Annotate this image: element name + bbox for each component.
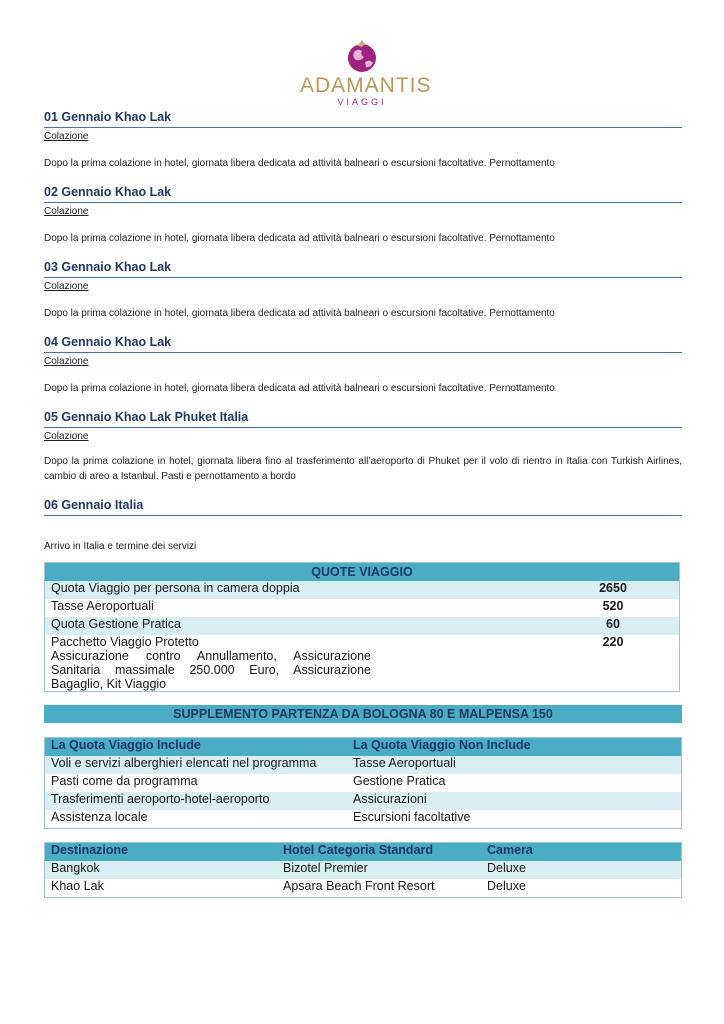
- day-desc: Arrivo in Italia e termine dei servizi: [44, 541, 197, 552]
- quote-label: Tasse Aeroportuali: [51, 599, 154, 613]
- quote-value: 2650: [547, 581, 680, 599]
- quote-table: [44, 562, 680, 692]
- day-1: [44, 108, 682, 171]
- table-row: [45, 879, 682, 898]
- table-row: [45, 617, 680, 635]
- table-row: [45, 581, 680, 599]
- include-cell: Voli e servizi alberghieri elencati nel programma: [45, 756, 348, 774]
- logo-sub: VIAGGI: [337, 97, 387, 107]
- quote-package-extra: Assicurazione contro Annullamento, Assicurazione Sanitaria massimale 250.000 Euro, Assicurazione Bagaglio, Kit Viaggio: [51, 649, 371, 691]
- include-cell: Pasti come da programma: [51, 774, 198, 788]
- day-desc: Dopo la prima colazione in hotel, giornata libera fino al trasferimento all’aeroporto di Phuket per il volo di rientro in Italia con Turkish Airlines, cambio di areo a Istanbul. Pasti e pernottamento a bordo: [44, 456, 682, 482]
- table-row: [45, 810, 682, 829]
- table-header-row: [45, 738, 682, 757]
- hotel-cell: Bizotel Premier: [277, 861, 481, 879]
- day-title: 03 Gennaio Khao Lak: [44, 258, 682, 278]
- quote-label: Quota Gestione Pratica: [45, 617, 548, 635]
- hotel-header: Hotel Categoria Standard: [277, 843, 481, 862]
- not-include-header: La Quota Viaggio Non Include: [347, 738, 682, 757]
- quote-value: 60: [547, 617, 680, 635]
- day-3: [44, 258, 682, 321]
- include-table: [44, 737, 682, 829]
- table-header-row: [45, 843, 682, 862]
- quote-label: Quota Viaggio per persona in camera doppia: [45, 581, 548, 599]
- table-row: [45, 599, 680, 617]
- globe-logo-icon: [344, 38, 380, 74]
- document-body: [44, 108, 682, 898]
- day-meal: [44, 519, 682, 533]
- day-title: 05 Gennaio Khao Lak Phuket Italia: [44, 408, 682, 428]
- not-include-cell: Tasse Aeroportuali: [347, 756, 682, 774]
- include-header: La Quota Viaggio Include: [45, 738, 348, 757]
- not-include-cell: Assicurazioni: [347, 792, 682, 810]
- day-title: 04 Gennaio Khao Lak: [44, 333, 682, 353]
- include-cell: Trasferimenti aeroporto-hotel-aeroporto: [45, 792, 348, 810]
- room-header: Camera: [481, 843, 682, 862]
- logo-brand: ADAMANTIS: [300, 74, 432, 97]
- day-desc: Dopo la prima colazione in hotel, giornata libera dedicata ad attività balneari o escursioni facoltative. Pernottamento: [44, 308, 555, 319]
- room-cell: Deluxe: [481, 861, 682, 879]
- destination-cell: Bangkok: [45, 861, 278, 879]
- quote-header: QUOTE VIAGGIO: [45, 563, 680, 582]
- table-row: [45, 792, 682, 810]
- day-title: 06 Gennaio Italia: [44, 496, 682, 516]
- day-4: [44, 333, 682, 396]
- quote-value: 220: [602, 635, 624, 649]
- quote-value: 520: [602, 599, 624, 613]
- day-meal: Colazione: [44, 431, 89, 442]
- not-include-cell: Escursioni facoltative: [353, 810, 471, 824]
- table-row: [45, 774, 682, 792]
- not-include-cell: Gestione Pratica: [353, 774, 446, 788]
- quote-label: Pacchetto Viaggio Protetto: [51, 635, 199, 649]
- table-row: [45, 756, 682, 774]
- room-cell: Deluxe: [487, 879, 526, 893]
- day-meal: Colazione: [44, 206, 89, 217]
- day-desc: Dopo la prima colazione in hotel, giornata libera dedicata ad attività balneari o escursioni facoltative. Pernottamento: [44, 233, 555, 244]
- day-title: 01 Gennaio Khao Lak: [44, 108, 682, 128]
- include-cell: Assistenza locale: [51, 810, 148, 824]
- supplemento-banner: SUPPLEMENTO PARTENZA DA BOLOGNA 80 E MALPENSA 150: [44, 705, 682, 723]
- hotel-table: [44, 842, 682, 898]
- day-meal: Colazione: [44, 281, 89, 292]
- destination-cell: Khao Lak: [51, 879, 104, 893]
- destination-header: Destinazione: [45, 843, 278, 862]
- day-meal: Colazione: [44, 131, 89, 142]
- day-meal: Colazione: [44, 356, 89, 367]
- hotel-cell: Apsara Beach Front Resort: [283, 879, 435, 893]
- table-row: [45, 861, 682, 879]
- day-5: [44, 408, 682, 484]
- day-6: [44, 496, 682, 554]
- quote-package-cell: [45, 635, 548, 692]
- day-desc: Dopo la prima colazione in hotel, giornata libera dedicata ad attività balneari o escursioni facoltative. Pernottamento: [44, 383, 555, 394]
- day-desc: Dopo la prima colazione in hotel, giornata libera dedicata ad attività balneari o escursioni facoltative. Pernottamento: [44, 158, 555, 169]
- company-logo: [300, 38, 432, 118]
- table-row: [45, 635, 680, 692]
- day-2: [44, 183, 682, 246]
- day-title: 02 Gennaio Khao Lak: [44, 183, 682, 203]
